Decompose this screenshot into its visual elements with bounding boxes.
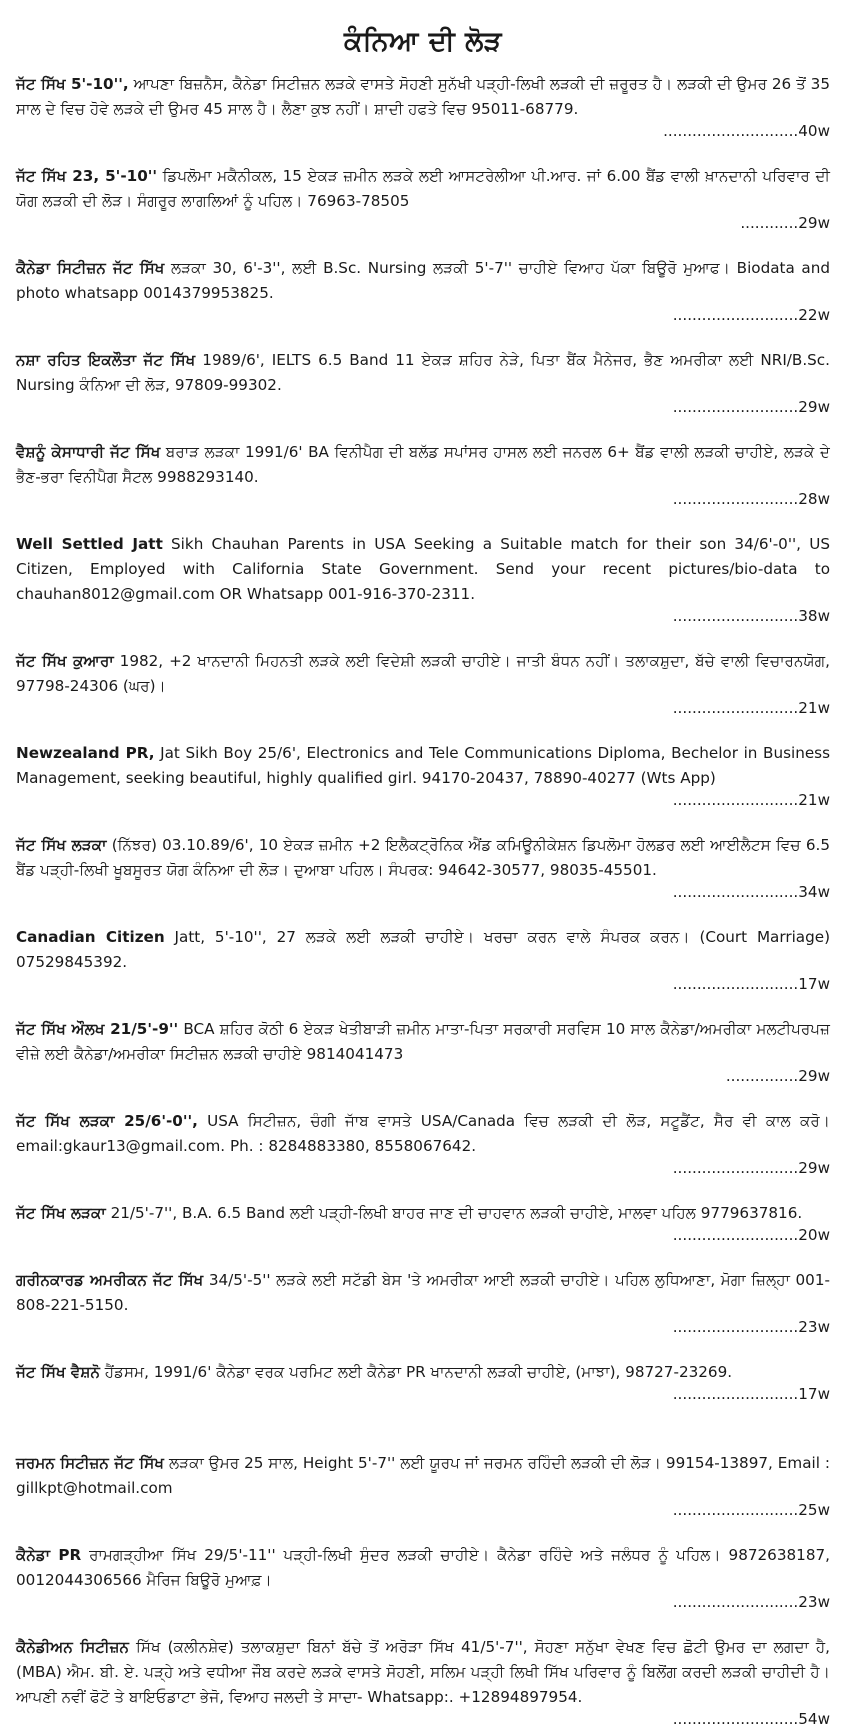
ad-lead: ਕੈਨੇਡਾ PR bbox=[16, 1546, 82, 1564]
ad-body: ਹੈਂਡਸਮ, 1991/6' ਕੈਨੇਡਾ ਵਰਕ ਪਰਮਿਟ ਲਈ ਕੈਨੇਡਾ PR ਖਾਨਦਾਨੀ ਲੜਕੀ ਚਾਹੀਏ, (ਮਾਝਾ), 98727-23269. bbox=[99, 1363, 733, 1381]
ad-body: ਸਿੱਖ (ਕਲੀਨਸ਼ੇਵ) ਤਲਾਕਸ਼ੁਦਾ ਬਿਨਾਂ ਬੱਚੇ ਤੋਂ ਅਰੋੜਾ ਸਿੱਖ 41/5'-7'', ਸੋਹਣਾ ਸਨੁੱਖਾ ਵੇਖਣ ਵਿਚ ਛੋਟੀ ਉਮਰ ਦਾ ਲਗਦਾ ਹੈ, (MBA) ਐਮ. ਬੀ. ਏ. ਪੜ੍ਹੇ ਅਤੇ ਵਧੀਆ ਜੌਬ ਕਰਦੇ ਲੜਕੇ ਵਾਸਤੇ ਸੋਹਣੀ, ਸਲਿਮ ਪੜ੍ਹੀ ਲਿਖੀ ਸਿੱਖ ਪਰਿਵਾਰ ਨੂੰ ਬਿਲੋਂਗ ਕਰਦੀ ਲੜਕੀ ਚਾਹੀਦੀ ਹੈ। ਆਪਣੀ ਨਵੀਂ ਫੋਟੋ ਤੇ ਬਾਇਓਡਾਟਾ ਭੇਜੋ, ਵਿਆਹ ਜਲਦੀ ਤੇ ਸਾਦਾ- Whatsapp:. +12894897954. bbox=[16, 1638, 831, 1706]
ad-word-count: ............................40w bbox=[663, 122, 830, 140]
ad-word-count: ..........................21w bbox=[672, 791, 830, 809]
ad-lead: ਨਸ਼ਾ ਰਹਿਤ ਇਕਲੌਤਾ ਜੱਟ ਸਿੱਖ bbox=[16, 351, 196, 369]
ad-word-count: ..........................29w bbox=[672, 398, 830, 416]
ad-lead: ਜੱਟ ਸਿੱਖ ਵੈਸ਼ਨੋ bbox=[16, 1363, 100, 1381]
ad-lead: ਵੈਸ਼ਨੂੰ ਕੇਸਾਧਾਰੀ ਜੱਟ ਸਿੱਖ bbox=[16, 443, 161, 461]
ad-divider bbox=[16, 512, 830, 532]
ad-entry bbox=[16, 1360, 830, 1407]
ad-lead: ਕੈਨੇਡੀਅਨ ਸਿਟੀਜ਼ਨ bbox=[16, 1638, 130, 1656]
ad-divider bbox=[16, 236, 830, 256]
ad-entry bbox=[16, 925, 830, 997]
ad-word-count: ..........................29w bbox=[672, 1159, 830, 1177]
ad-body: Jat Sikh Boy 25/6', Electronics and Tele Communications Diploma, Bechelor in Business Management, seeking beautiful, highly qualified girl. 94170-20437, 78890-40277 (Wts App) bbox=[16, 744, 830, 787]
ad-word-count: ..........................28w bbox=[672, 490, 830, 508]
ad-divider bbox=[16, 1523, 830, 1543]
ad-body: Sikh Chauhan Parents in USA Seeking a Suitable match for their son 34/6'-0'', US Citizen, Employed with California State Government. Send your recent pictures/bio-data to chauhan8012@gmail.com OR Whatsapp 001-916-370-2311. bbox=[16, 535, 830, 603]
ad-divider bbox=[16, 629, 830, 649]
ad-body: ਆਪਣਾ ਬਿਜ਼ਨੈਸ, ਕੈਨੇਡਾ ਸਿਟੀਜ਼ਨ ਲੜਕੇ ਵਾਸਤੇ ਸੋਹਣੀ ਸੁਨੱਖੀ ਪੜ੍ਹੀ-ਲਿਖੀ ਲੜਕੀ ਦੀ ਜ਼ਰੂਰਤ ਹੈ। ਲੜਕੀ ਦੀ ਉਮਰ 26 ਤੋਂ 35 ਸਾਲ ਦੇ ਵਿਚ ਹੋਵੇ ਲੜਕੇ ਦੀ ਉਮਰ 45 ਸਾਲ ਹੈ। ਲੈਣਾ ਕੁਝ ਨਹੀਂ। ਸ਼ਾਦੀ ਹਫਤੇ ਵਿਚ 95011-68779. bbox=[16, 75, 830, 118]
ad-lead: ਕੈਨੇਡਾ ਸਿਟੀਜ਼ਨ ਜੱਟ ਸਿੱਖ bbox=[16, 259, 165, 277]
ad-entry bbox=[16, 1268, 830, 1340]
ad-word-count: ..........................17w bbox=[672, 975, 830, 993]
ad-divider bbox=[16, 1615, 830, 1635]
ad-entry bbox=[16, 1017, 830, 1089]
ad-entry bbox=[16, 440, 830, 512]
ad-word-count: ..........................22w bbox=[672, 306, 830, 324]
ad-entry bbox=[16, 741, 830, 813]
ad-divider bbox=[16, 997, 830, 1017]
ad-lead: ਜੱਟ ਸਿੱਖ ਔਲਖ 21/5'-9'' bbox=[16, 1020, 179, 1038]
ad-body: BCA ਸ਼ਹਿਰ ਕੋਠੀ 6 ਏਕੜ ਖੇਤੀਬਾੜੀ ਜ਼ਮੀਨ ਮਾਤਾ-ਪਿਤਾ ਸਰਕਾਰੀ ਸਰਵਿਸ 10 ਸਾਲ ਕੈਨੇਡਾ/ਅਮਰੀਕਾ ਮਲਟੀਪਰਪਜ਼ ਵੀਜ਼ੇ ਲਈ ਕੈਨੇਡਾ/ਅਮਰੀਕਾ ਸਿਟੀਜ਼ਨ ਲੜਕੀ ਚਾਹੀਏ 9814041473 bbox=[16, 1020, 830, 1063]
ad-divider bbox=[16, 1181, 830, 1201]
ad-body: ਬਰਾੜ ਲੜਕਾ 1991/6' BA ਵਿਨੀਪੈਗ ਦੀ ਬਲੱਡ ਸਪਾਂਸਰ ਹਾਸਲ ਲਈ ਜਨਰਲ 6+ ਬੈਂਡ ਵਾਲੀ ਲੜਕੀ ਚਾਹੀਏ, ਲੜਕੇ ਦੇ ਭੈਣ-ਭਰਾ ਵਿਨੀਪੈਗ ਸੈਟਲ 9988293140. bbox=[16, 443, 830, 486]
ad-lead: ਜੱਟ ਸਿੱਖ ਕੁਆਰਾ bbox=[16, 652, 114, 670]
ad-word-count: ..........................17w bbox=[672, 1385, 830, 1403]
ad-body: ਲੜਕਾ 30, 6'-3'', ਲਈ B.Sc. Nursing ਲੜਕੀ 5'-7'' ਚਾਹੀਏ ਵਿਆਹ ਪੱਕਾ ਬਿਊਰੋ ਮੁਆਫ। Biodata and photo whatsapp 0014379953825. bbox=[16, 259, 830, 302]
ad-lead: ਜੱਟ ਸਿੱਖ ਲੜਕਾ bbox=[16, 836, 107, 854]
ad-entry bbox=[16, 649, 830, 721]
ad-word-count: ..........................38w bbox=[672, 607, 830, 625]
ad-lead: ਜੱਟ ਸਿੱਖ ਲੜਕਾ bbox=[16, 1204, 106, 1222]
ad-divider bbox=[16, 813, 830, 833]
ad-lead: ਗਰੀਨਕਾਰਡ ਅਮਰੀਕਨ ਜੱਟ ਸਿੱਖ bbox=[16, 1271, 204, 1289]
ad-word-count: ..........................54w bbox=[672, 1710, 830, 1728]
ad-divider bbox=[16, 1340, 830, 1360]
ad-divider bbox=[16, 420, 830, 440]
ad-divider bbox=[16, 144, 830, 164]
ad-entry bbox=[16, 1201, 830, 1248]
ad-body: (ਨਿੱਝਰ) 03.10.89/6', 10 ਏਕੜ ਜ਼ਮੀਨ +2 ਇਲੈਕਟ੍ਰੋਨਿਕ ਐਂਡ ਕਮਿਊਨੀਕੇਸ਼ਨ ਡਿਪਲੋਮਾ ਹੋਲਡਰ ਲਈ ਆਈਲੈਟਸ ਵਿਚ 6.5 ਬੈਂਡ ਪੜ੍ਹੀ-ਲਿਖੀ ਖੂਬਸੂਰਤ ਯੋਗ ਕੰਨਿਆ ਦੀ ਲੋੜ। ਦੁਆਬਾ ਪਹਿਲ। ਸੰਪਰਕ: 94642-30577, 98035-45501. bbox=[16, 836, 830, 879]
ad-body: ਲੜਕਾ ਉਮਰ 25 ਸਾਲ, Height 5'-7'' ਲਈ ਯੂਰਪ ਜਾਂ ਜਰਮਨ ਰਹਿੰਦੀ ਲੜਕੀ ਦੀ ਲੋੜ। 99154-13897, Email : gillkpt@hotmail.com bbox=[16, 1454, 830, 1497]
ad-body: 34/5'-5'' ਲੜਕੇ ਲਈ ਸਟੱਡੀ ਬੇਸ 'ਤੇ ਅਮਰੀਕਾ ਆਈ ਲੜਕੀ ਚਾਹੀਏ। ਪਹਿਲ ਲੁਧਿਆਣਾ, ਮੋਗਾ ਜ਼ਿਲ੍ਹਾ 001-808-221-5150. bbox=[16, 1271, 830, 1314]
ad-entry bbox=[16, 348, 830, 420]
ad-word-count: ..........................23w bbox=[672, 1318, 830, 1336]
ad-entry bbox=[16, 1635, 830, 1732]
ad-body: 1982, +2 ਖਾਨਦਾਨੀ ਮਿਹਨਤੀ ਲੜਕੇ ਲਈ ਵਿਦੇਸ਼ੀ ਲੜਕੀ ਚਾਹੀਏ। ਜਾਤੀ ਬੰਧਨ ਨਹੀਂ। ਤਲਾਕਸ਼ੁਦਾ, ਬੱਚੇ ਵਾਲੀ ਵਿਚਾਰਨਯੋਗ, 97798-24306 (ਘਰ)। bbox=[16, 652, 830, 695]
ads-list bbox=[16, 72, 830, 1732]
ad-body: Jatt, 5'-10'', 27 ਲੜਕੇ ਲਈ ਲੜਕੀ ਚਾਹੀਏ। ਖਰਚਾ ਕਰਨ ਵਾਲੇ ਸੰਪਰਕ ਕਰਨ। (Court Marriage) 07529845392. bbox=[16, 928, 831, 971]
ad-entry bbox=[16, 833, 830, 905]
ad-body: ਡਿਪਲੋਮਾ ਮਕੈਨੀਕਲ, 15 ਏਕੜ ਜ਼ਮੀਨ ਲੜਕੇ ਲਈ ਆਸਟਰੇਲੀਆ ਪੀ.ਆਰ. ਜਾਂ 6.00 ਬੈਂਡ ਵਾਲੀ ਖ਼ਾਨਦਾਨੀ ਪਰਿਵਾਰ ਦੀ ਯੋਗ ਲੜਕੀ ਦੀ ਲੋੜ। ਸੰਗਰੂਰ ਲਾਗਲਿਆਂ ਨੂੰ ਪਹਿਲ। 76963-78505 bbox=[16, 167, 830, 210]
ad-entry bbox=[16, 256, 830, 328]
ad-divider bbox=[16, 721, 830, 741]
ad-entry bbox=[16, 1543, 830, 1615]
ad-lead: ਜਰਮਨ ਸਿਟੀਜ਼ਨ ਜੱਟ ਸਿੱਖ bbox=[16, 1454, 165, 1472]
ad-word-count: ..........................23w bbox=[672, 1593, 830, 1611]
ad-lead: ਜੱਟ ਸਿੱਖ ਲੜਕਾ 25/6'-0'', bbox=[16, 1112, 198, 1130]
ad-divider bbox=[16, 1089, 830, 1109]
ad-word-count: ..........................25w bbox=[672, 1501, 830, 1519]
ad-word-count: ..........................34w bbox=[672, 883, 830, 901]
ad-word-count: ............29w bbox=[740, 214, 830, 232]
ad-divider bbox=[16, 905, 830, 925]
ad-word-count: ..........................21w bbox=[672, 699, 830, 717]
ad-entry bbox=[16, 72, 830, 144]
ad-entry bbox=[16, 1109, 830, 1181]
ad-lead: Newzealand PR, bbox=[16, 744, 155, 762]
ad-body: 1989/6', IELTS 6.5 Band 11 ਏਕੜ ਸ਼ਹਿਰ ਨੇੜੇ, ਪਿਤਾ ਬੈਂਕ ਮੈਨੇਜਰ, ਭੈਣ ਅਮਰੀਕਾ ਲਈ NRI/B.Sc. Nursing ਕੰਨਿਆ ਦੀ ਲੋੜ, 97809-99302. bbox=[16, 351, 830, 394]
ad-divider bbox=[16, 328, 830, 348]
ad-entry bbox=[16, 164, 830, 236]
ad-divider bbox=[16, 1248, 830, 1268]
ad-divider bbox=[16, 1407, 830, 1451]
ad-lead: Well Settled Jatt bbox=[16, 535, 163, 553]
ad-word-count: ..........................20w bbox=[672, 1226, 830, 1244]
ad-entry bbox=[16, 1451, 830, 1523]
ad-body: ਰਾਮਗੜ੍ਹੀਆ ਸਿੱਖ 29/5'-11'' ਪੜ੍ਹੀ-ਲਿਖੀ ਸੁੰਦਰ ਲੜਕੀ ਚਾਹੀਏ। ਕੈਨੇਡਾ ਰਹਿੰਦੇ ਅਤੇ ਜਲੰਧਰ ਨੂੰ ਪਹਿਲ। 9872638187, 0012044306566 ਮੈਰਿਜ ਬਿਊਰੋ ਮੁਆਫ਼। bbox=[16, 1546, 830, 1589]
ad-lead: Canadian Citizen bbox=[16, 928, 165, 946]
ad-lead: ਜੱਟ ਸਿੱਖ 23, 5'-10'' bbox=[16, 167, 158, 185]
ad-entry bbox=[16, 532, 830, 629]
ad-lead: ਜੱਟ ਸਿੱਖ 5'-10'', bbox=[16, 75, 129, 93]
page-title: ਕੰਨਿਆ ਦੀ ਲੋੜ bbox=[343, 26, 503, 57]
ad-word-count: ...............29w bbox=[725, 1067, 830, 1085]
ad-body: USA ਸਿਟੀਜ਼ਨ, ਚੰਗੀ ਜਾੱਬ ਵਾਸਤੇ USA/Canada ਵਿਚ ਲੜਕੀ ਦੀ ਲੋੜ, ਸਟੂਡੈਂਟ, ਸੈਰ ਵੀ ਕਾਲ ਕਰੋ। email:gkaur13@gmail.com. Ph. : 8284883380, 8558067642. bbox=[16, 1112, 830, 1155]
ad-body: 21/5'-7'', B.A. 6.5 Band ਲਈ ਪੜ੍ਹੀ-ਲਿਖੀ ਬਾਹਰ ਜਾਣ ਦੀ ਚਾਹਵਾਨ ਲੜਕੀ ਚਾਹੀਏ, ਮਾਲਵਾ ਪਹਿਲ 9779637816. bbox=[105, 1204, 803, 1222]
